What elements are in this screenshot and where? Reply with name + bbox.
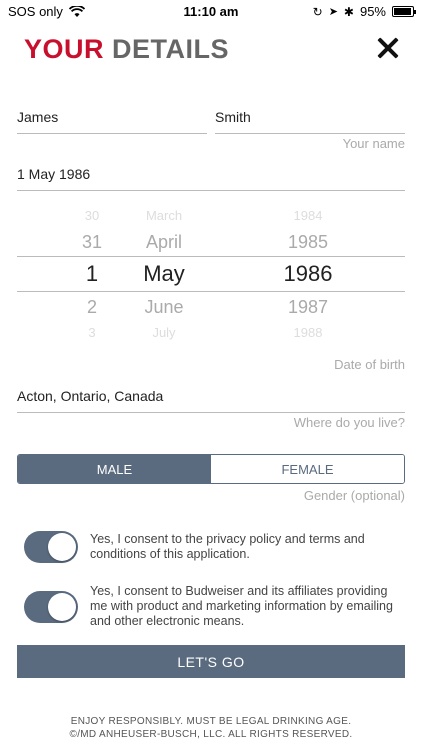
footer-copyright: ©/MD ANHEUSER-BUSCH, LLC. ALL RIGHTS RESERVED. <box>69 729 353 740</box>
title-rest: DETAILS <box>112 34 230 64</box>
female-option[interactable]: FEMALE <box>211 455 404 483</box>
battery-icon <box>392 6 414 17</box>
bluetooth-icon: ✱ <box>343 4 354 19</box>
close-button[interactable] <box>376 36 400 60</box>
marketing-consent-text: Yes, I consent to Budweiser and its affiliates providing me with product and marketing information by emailing and other electronic means. <box>90 584 393 628</box>
picker-year-selected[interactable]: 1986 <box>283 261 333 286</box>
privacy-consent-toggle[interactable] <box>24 531 78 563</box>
picker-day[interactable]: 30 <box>84 208 100 223</box>
clock: 11:10 am <box>183 4 239 19</box>
picker-day[interactable]: 3 <box>88 325 96 340</box>
male-option[interactable]: MALE <box>18 455 211 483</box>
gender-hint: Gender (optional) <box>303 488 405 503</box>
marketing-consent <box>24 584 405 629</box>
gender-toggle[interactable] <box>17 454 405 484</box>
picker-month-selected[interactable]: May <box>143 261 185 286</box>
toggle-knob <box>48 593 76 621</box>
dob-field[interactable]: 1 May 1986 <box>17 166 405 191</box>
location-arrow-icon: ➤ <box>328 6 338 18</box>
status-bar <box>0 0 422 24</box>
picker-day-selected[interactable]: 1 <box>85 261 99 286</box>
last-name-field[interactable]: Smith <box>215 109 405 134</box>
picker-day[interactable]: 31 <box>81 232 103 252</box>
privacy-consent <box>24 531 405 563</box>
page-title <box>24 34 402 65</box>
picker-month[interactable]: March <box>145 208 183 223</box>
picker-year[interactable]: 1984 <box>293 208 323 223</box>
dob-hint: Date of birth <box>334 357 405 372</box>
picker-year[interactable]: 1987 <box>287 297 329 317</box>
date-picker[interactable] <box>17 200 405 346</box>
footer <box>0 715 422 741</box>
name-hint: Your name <box>342 136 405 151</box>
picker-selection-bottom-line <box>17 291 405 292</box>
privacy-consent-text: Yes, I consent to the privacy policy and terms and conditions of this application. <box>90 532 365 561</box>
lets-go-button[interactable]: LET'S GO <box>17 645 405 678</box>
picker-month[interactable]: June <box>144 297 184 317</box>
marketing-consent-toggle[interactable] <box>24 591 78 623</box>
first-name-field[interactable]: James <box>17 109 207 134</box>
footer-disclaimer: ENJOY RESPONSIBLY. MUST BE LEGAL DRINKING AGE. <box>70 716 352 727</box>
carrier-label: SOS only <box>8 4 63 19</box>
location-hint: Where do you live? <box>293 415 405 430</box>
picker-year[interactable]: 1988 <box>293 325 323 340</box>
picker-day[interactable]: 2 <box>86 297 97 317</box>
orientation-lock-icon: ↻ <box>312 4 323 19</box>
location-field[interactable]: Acton, Ontario, Canada <box>17 388 405 413</box>
picker-year[interactable]: 1985 <box>287 232 329 252</box>
picker-month[interactable]: April <box>145 232 182 252</box>
battery-percent: 95% <box>359 4 386 19</box>
toggle-knob <box>48 533 76 561</box>
picker-month[interactable]: July <box>152 325 176 340</box>
picker-selection-top-line <box>17 256 405 257</box>
page-header <box>24 34 402 66</box>
title-accent: YOUR <box>24 34 105 64</box>
